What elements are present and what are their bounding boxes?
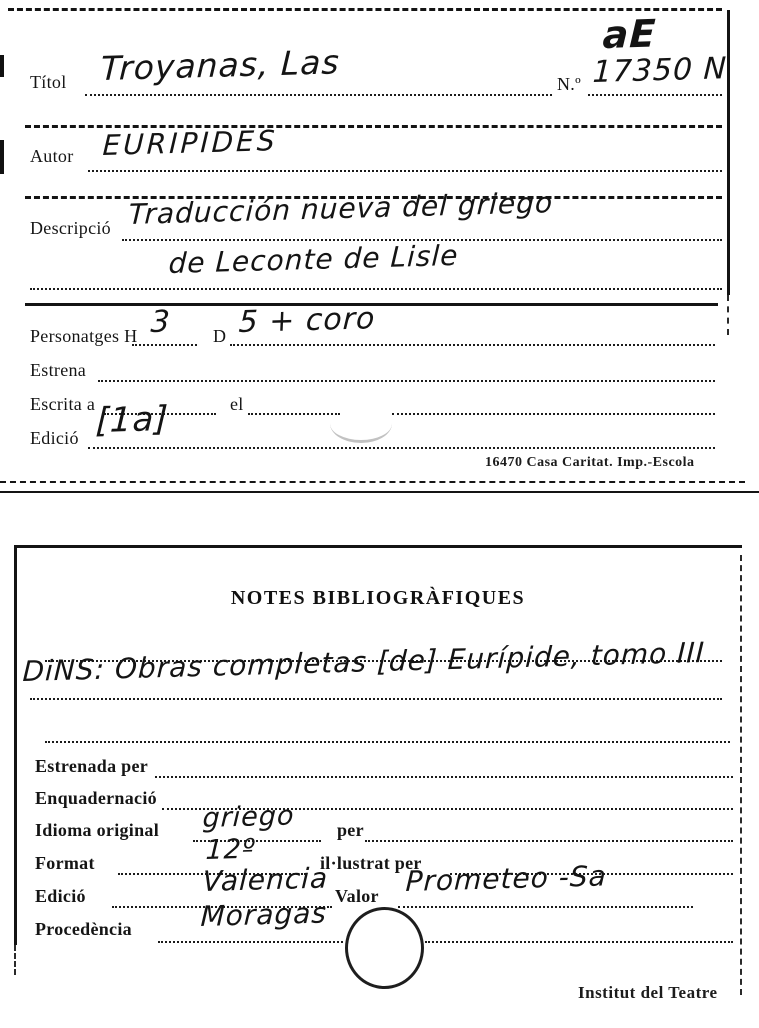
procedencia-value: Moragas [199,896,328,934]
format-label: Format [35,853,95,873]
escrita-a-label: Escrita a [30,394,96,414]
autor-value: EURIPIDES [101,124,279,163]
classification-code-annotation: aE [601,11,658,58]
scan-smudge [330,404,392,443]
illustrat-per-label: il·lustrat per [320,853,422,873]
el-label: el [230,394,244,414]
card-right-border [740,555,742,995]
card-number-rule [588,94,722,96]
procedencia-rule-1 [158,941,343,943]
estrena-rule [98,380,715,382]
edicio-label: Edició [30,428,79,448]
card-top-edge [8,8,722,11]
enquadernacio-label: Enquadernació [35,788,157,808]
format-value: 12º [204,833,257,867]
descripcio-value-line2: de Leconte de Lisle [167,238,460,281]
descripcio-label: Descripció [30,218,111,238]
personatges-h-rule [132,344,197,346]
valor-rule [398,906,693,908]
edicio-value: Valencia [201,861,329,899]
estrenada-per-label: Estrenada per [35,756,149,776]
card-right-border-lower [727,295,729,335]
el-rule [248,413,340,415]
card-number-label: N.º [557,74,581,94]
notes-rule-bottom [30,698,722,700]
personatges-d-label: D [213,326,227,346]
per-rule [365,840,733,842]
notes-line-value: DiNS: Obras completas [de] Eurípide, tomo III [21,635,706,689]
estrena-label: Estrena [30,360,87,380]
card-top-border [14,545,742,548]
descripcio-rule2 [30,288,722,290]
scan-artifact [0,140,4,174]
titol-rule [85,94,552,96]
titol-value: Troyanas, Las [99,42,341,89]
idioma-original-value: griego [201,800,296,835]
estrenada-per-rule [155,776,733,778]
printer-imprint: 16470 Casa Caritat. Imp.-Escola [485,455,695,470]
valor-value: Prometeo -Sa [404,859,608,899]
notes-title: NOTES BIBLIOGRÀFIQUES [230,587,526,609]
procedencia-rule-2 [425,941,733,943]
descripcio-value-line1: Traducción nueva del griego [127,186,554,232]
personatges-label: Personatges H [30,326,138,346]
edicio-value: [1a] [94,398,170,442]
separator-rule [45,741,730,743]
personatges-d-rule [230,344,715,346]
card-right-border [727,10,730,295]
idioma-original-label: Idioma original [35,820,160,840]
edicio-rule [88,447,715,449]
titol-label: Títol [30,72,67,92]
edicio-label: Edició [35,886,86,906]
institution-footer: Institut del Teatre [578,983,718,1002]
procedencia-label: Procedència [35,919,132,939]
catalog-card-bottom [0,495,759,1028]
el-rule-2 [392,413,715,415]
card-bottom-edge [0,481,745,483]
scan-divider-line [0,491,759,493]
autor-rule [88,170,722,172]
hole-punch-mark [345,907,424,989]
autor-label: Autor [30,146,74,166]
card-number-value: 17350 N [591,51,728,91]
scan-artifact [0,55,4,77]
card-left-border-lower [14,945,16,975]
catalog-card-top [0,0,759,495]
per-label: per [337,820,364,840]
valor-label: Valor [335,886,379,906]
personatges-h-value: 3 [149,304,172,341]
personatges-d-value: 5 + coro [237,301,377,341]
